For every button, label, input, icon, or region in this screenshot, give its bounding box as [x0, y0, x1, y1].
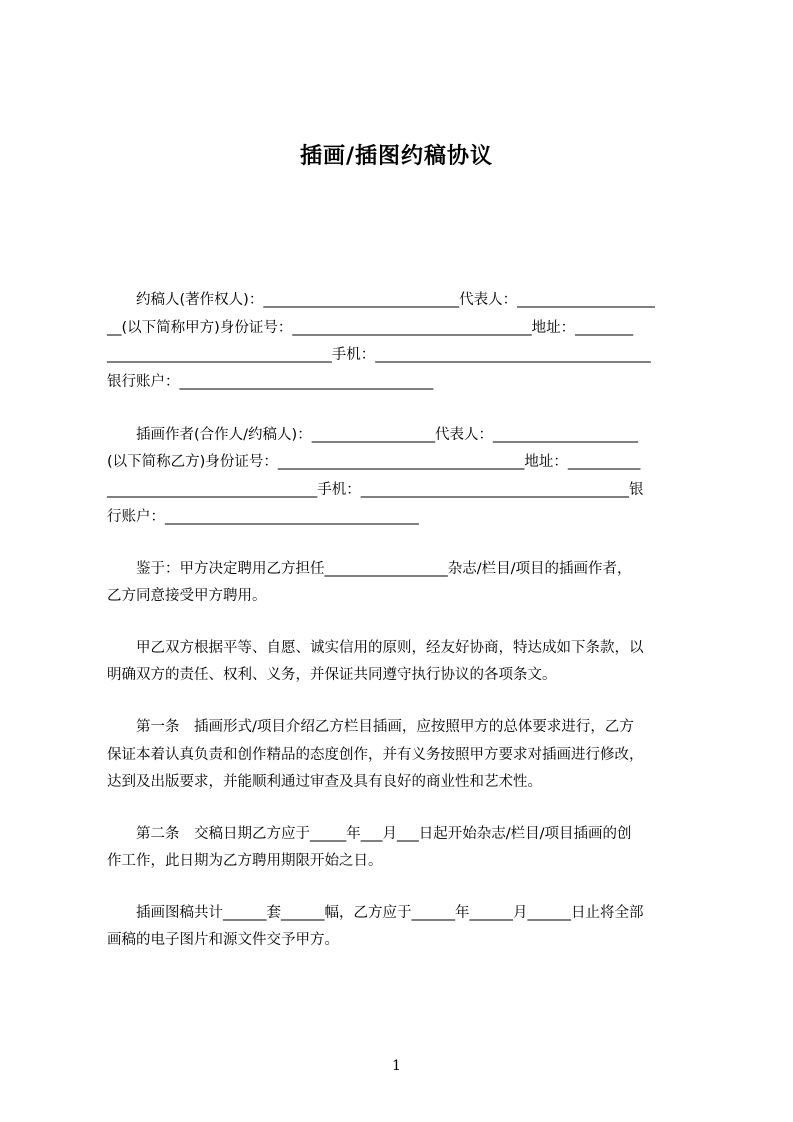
whereas-line-1: 鉴于：甲方决定聘用乙方担任_________________杂志/栏目/项目的插画作者，: [107, 561, 632, 577]
drafts-line-2: 画稿的电子图片和源文件交予甲方。: [107, 932, 339, 948]
party-b-line-3: _____________________________手机：_____________________________________银: [107, 482, 644, 498]
party-b-line-2: (以下简称乙方)身份证号：__________________________________地址：__________: [107, 454, 641, 470]
drafts-line-1: 插画图稿共计______套______幅，乙方应于______年______月______日止将全部: [107, 905, 644, 921]
party-b-line-1: 插画作者(合作人/约稿人)：_________________代表人：____________________: [107, 427, 638, 443]
party-a-line-2: __(以下简称甲方)身份证号：_________________________________地址：________: [107, 320, 634, 336]
principle-line-2: 明确双方的责任、权利、义务，并保证共同遵守执行协议的各项条文。: [107, 667, 557, 683]
article-2-line-2: 作工作，此日期为乙方聘用期限开始之日。: [107, 853, 383, 869]
party-b-line-4: 行账户：___________________________________: [107, 509, 419, 525]
party-a-line-3: _______________________________手机：______________________________________: [107, 347, 651, 363]
principle-line-1: 甲乙双方根据平等、自愿、诚实信用的原则，经友好协商，特达成如下条款，以: [107, 640, 644, 656]
article-1-line-1: 第一条 插画形式/项目介绍乙方栏目插画，应按照甲方的总体要求进行，乙方: [107, 719, 634, 735]
page-number: 1: [392, 1058, 401, 1074]
party-a-line-1: 约稿人(著作权人)：___________________________代表人：___________________: [107, 292, 655, 308]
whereas-line-2: 乙方同意接受甲方聘用。: [107, 588, 267, 604]
article-1-line-3: 达到及出版要求，并能顺利通过审查及具有良好的商业性和艺术性。: [107, 774, 542, 790]
document-title: 插画/插图约稿协议: [299, 144, 494, 169]
article-1-line-2: 保证本着认真负责和创作精品的态度创作，并有义务按照甲方要求对插画进行修改，: [107, 747, 644, 763]
party-a-line-4: 银行账户：___________________________________: [107, 374, 434, 390]
article-2-line-1: 第二条 交稿日期乙方应于_____年___月___日起开始杂志/栏目/项目插画的创: [107, 826, 632, 842]
